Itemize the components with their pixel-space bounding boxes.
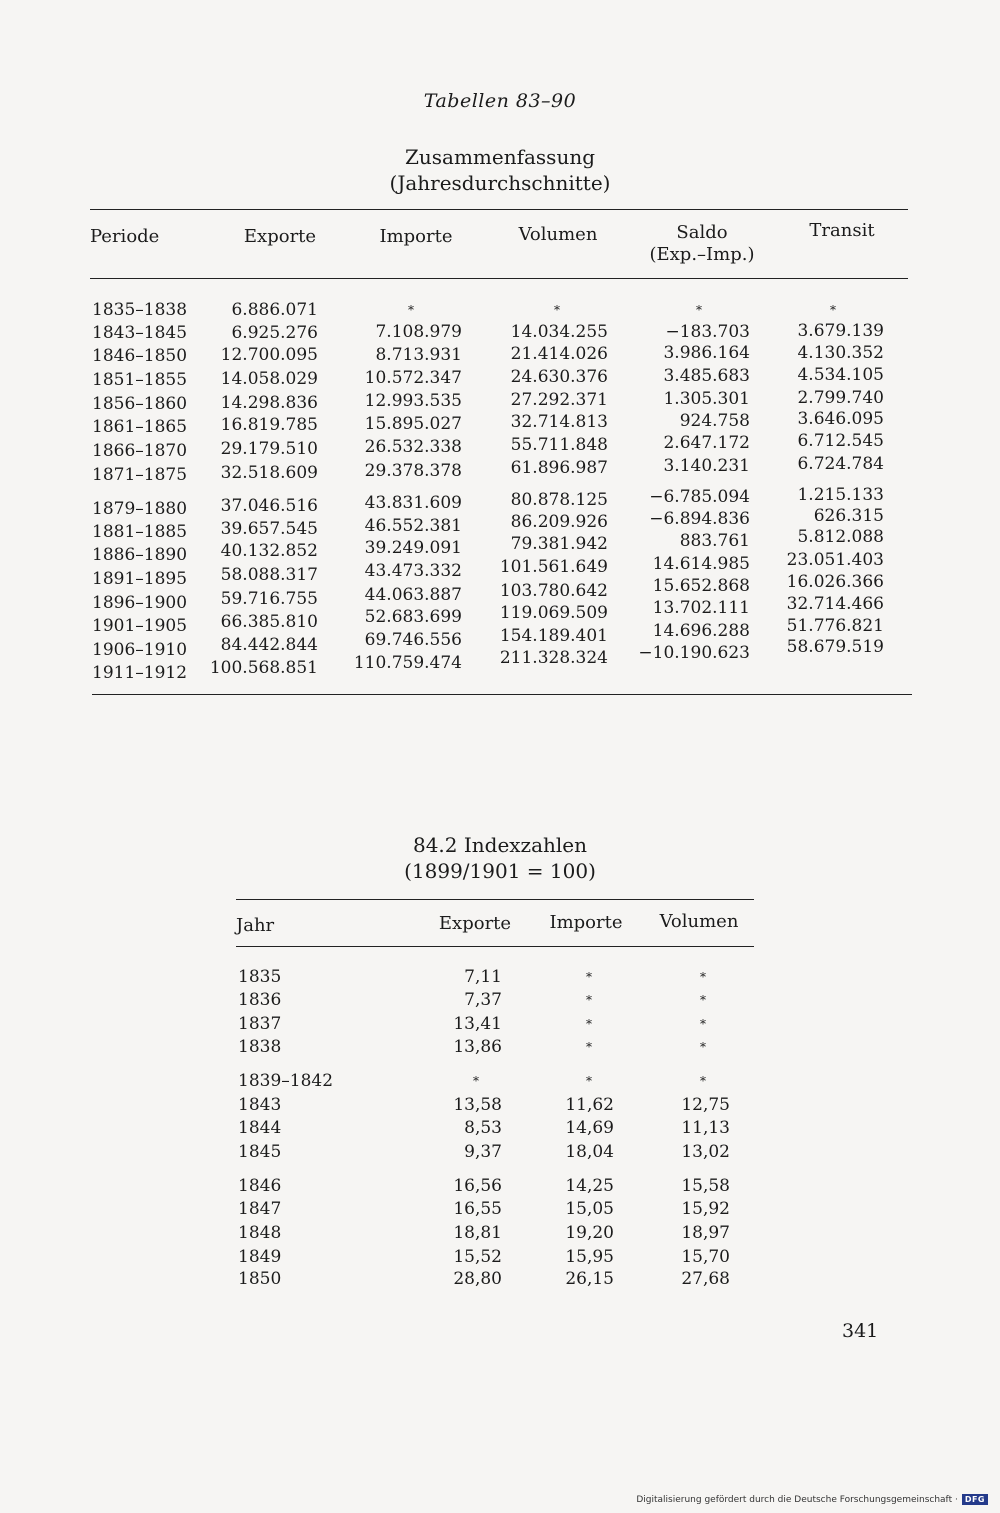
cell-saldo: 1.305.301 <box>663 389 750 409</box>
cell-exporte: 84.442.844 <box>220 635 318 655</box>
cell-saldo: 3.485.683 <box>663 366 750 386</box>
cell-importe: 12.993.535 <box>364 391 462 411</box>
cell-periode: 1901–1905 <box>92 616 188 636</box>
cell-index-volumen: * <box>700 970 706 984</box>
col-header-saldo-label: Saldo <box>676 222 728 243</box>
col-header-saldo-sub: (Exp.–Imp.) <box>649 244 755 265</box>
cell-exporte: 59.716.755 <box>220 589 318 609</box>
cell-jahr: 1837 <box>238 1014 282 1034</box>
table-row <box>0 1197 1000 1221</box>
cell-index-volumen: 15,70 <box>681 1247 730 1267</box>
cell-importe: 26.532.338 <box>364 437 462 457</box>
cell-exporte: 100.568.851 <box>209 658 318 678</box>
cell-index-exporte: * <box>473 1074 479 1088</box>
cell-importe: 8.713.931 <box>375 345 462 365</box>
page-header-title: Tabellen 83–90 <box>423 90 577 112</box>
cell-periode: 1843–1845 <box>92 323 188 343</box>
col-header-periode: Periode <box>90 226 160 247</box>
cell-index-importe: 11,62 <box>565 1095 614 1115</box>
cell-exporte: 6.886.071 <box>231 300 318 320</box>
cell-saldo: 883.761 <box>679 531 750 551</box>
cell-saldo: 14.614.985 <box>652 554 750 574</box>
cell-importe: 10.572.347 <box>364 368 462 388</box>
footer-text: Digitalisierung gefördert durch die Deutsche Forschungsgemeinschaft · <box>636 1494 958 1505</box>
cell-exporte: 58.088.317 <box>220 565 318 585</box>
cell-index-volumen: * <box>700 1074 706 1088</box>
cell-saldo: 2.647.172 <box>663 433 750 453</box>
cell-jahr: 1843 <box>238 1095 282 1115</box>
cell-exporte: 66.385.810 <box>220 612 318 632</box>
cell-exporte: 16.819.785 <box>220 415 318 435</box>
cell-index-importe: * <box>586 1074 592 1088</box>
col-header-saldo <box>632 222 772 266</box>
cell-importe: 7.108.979 <box>375 322 462 342</box>
cell-importe: 52.683.699 <box>364 607 462 627</box>
dfg-logo: DFG <box>962 1494 988 1505</box>
cell-periode: 1906–1910 <box>92 640 188 660</box>
cell-exporte: 40.132.852 <box>220 541 318 561</box>
cell-periode: 1871–1875 <box>92 465 188 485</box>
cell-periode: 1881–1885 <box>92 522 188 542</box>
cell-index-importe: * <box>586 993 592 1007</box>
table-row <box>0 1221 1000 1245</box>
cell-transit: 3.679.139 <box>797 321 884 341</box>
cell-transit: 2.799.740 <box>797 388 884 408</box>
cell-index-volumen: 11,13 <box>681 1118 730 1138</box>
cell-volumen: 211.328.324 <box>499 648 608 668</box>
cell-index-volumen: 12,75 <box>681 1095 730 1115</box>
cell-transit: 626.315 <box>813 506 884 526</box>
cell-transit: 58.679.519 <box>786 637 884 657</box>
cell-jahr: 1848 <box>238 1223 282 1243</box>
cell-index-importe: 19,20 <box>565 1223 614 1243</box>
table-row <box>0 1069 1000 1093</box>
cell-importe: 29.378.378 <box>364 461 462 481</box>
cell-index-exporte: 8,53 <box>464 1118 502 1138</box>
cell-index-exporte: 13,86 <box>453 1037 502 1057</box>
cell-saldo: 3.140.231 <box>663 456 750 476</box>
cell-exporte: 14.298.836 <box>220 393 318 413</box>
table1-bottom-rule <box>92 694 912 695</box>
cell-jahr: 1849 <box>238 1247 282 1267</box>
cell-exporte: 37.046.516 <box>220 496 318 516</box>
cell-volumen: * <box>554 303 560 317</box>
cell-transit: 16.026.366 <box>786 572 884 592</box>
cell-transit: 23.051.403 <box>786 550 884 570</box>
cell-index-volumen: 18,97 <box>681 1223 730 1243</box>
cell-index-importe: * <box>586 1040 592 1054</box>
cell-index-exporte: 16,56 <box>453 1176 502 1196</box>
cell-index-exporte: 15,52 <box>453 1247 502 1267</box>
cell-periode: 1851–1855 <box>92 370 188 390</box>
cell-importe: 44.063.887 <box>364 585 462 605</box>
cell-saldo: 15.652.868 <box>652 576 750 596</box>
table-row <box>0 1267 1000 1291</box>
cell-transit: 4.130.352 <box>797 343 884 363</box>
cell-volumen: 119.069.509 <box>499 603 608 623</box>
cell-volumen: 32.714.813 <box>510 412 608 432</box>
cell-volumen: 61.896.987 <box>510 458 608 478</box>
cell-index-importe: 14,69 <box>565 1118 614 1138</box>
cell-saldo: −183.703 <box>665 322 750 342</box>
cell-saldo: 14.696.288 <box>652 621 750 641</box>
cell-importe: 43.831.609 <box>364 493 462 513</box>
cell-transit: 6.712.545 <box>797 431 884 451</box>
table2-header-rule <box>236 946 754 947</box>
cell-index-exporte: 28,80 <box>453 1269 502 1289</box>
cell-jahr: 1845 <box>238 1142 282 1162</box>
cell-index-volumen: 15,92 <box>681 1199 730 1219</box>
cell-transit: 5.812.088 <box>797 527 884 547</box>
cell-periode: 1846–1850 <box>92 346 188 366</box>
col-header-transit: Transit <box>809 220 875 241</box>
cell-index-volumen: 13,02 <box>681 1142 730 1162</box>
cell-exporte: 12.700.095 <box>220 345 318 365</box>
cell-index-importe: * <box>586 1017 592 1031</box>
table-row <box>0 1035 1000 1059</box>
cell-transit: 32.714.466 <box>786 594 884 614</box>
table2-top-rule <box>236 899 754 900</box>
cell-saldo: * <box>696 303 702 317</box>
cell-volumen: 80.878.125 <box>510 490 608 510</box>
cell-periode: 1866–1870 <box>92 441 188 461</box>
cell-volumen: 55.711.848 <box>510 435 608 455</box>
cell-volumen: 24.630.376 <box>510 367 608 387</box>
cell-index-exporte: 9,37 <box>464 1142 502 1162</box>
table-row <box>0 1140 1000 1164</box>
cell-index-importe: 15,05 <box>565 1199 614 1219</box>
cell-index-importe: 15,95 <box>565 1247 614 1267</box>
col-header-index-exporte: Exporte <box>438 913 512 934</box>
cell-periode: 1891–1895 <box>92 569 188 589</box>
col-header-exporte: Exporte <box>243 226 317 247</box>
cell-importe: 15.895.027 <box>364 414 462 434</box>
cell-periode: 1861–1865 <box>92 417 188 437</box>
cell-periode: 1879–1880 <box>92 499 188 519</box>
table2-heading <box>0 832 1000 884</box>
cell-transit: * <box>830 303 836 317</box>
cell-index-exporte: 7,37 <box>464 990 502 1010</box>
table-row <box>0 1093 1000 1117</box>
cell-periode: 1835–1838 <box>92 300 188 320</box>
cell-transit: 3.646.095 <box>797 409 884 429</box>
cell-periode: 1886–1890 <box>92 545 188 565</box>
cell-transit: 51.776.821 <box>786 616 884 636</box>
cell-index-importe: 14,25 <box>565 1176 614 1196</box>
cell-saldo: −10.190.623 <box>638 643 750 663</box>
table-row <box>0 988 1000 1012</box>
cell-index-volumen: * <box>700 1017 706 1031</box>
cell-exporte: 29.179.510 <box>220 439 318 459</box>
cell-exporte: 39.657.545 <box>220 519 318 539</box>
table-row <box>0 1174 1000 1198</box>
cell-periode: 1911–1912 <box>92 663 188 683</box>
cell-importe: 110.759.474 <box>353 653 462 673</box>
cell-periode: 1856–1860 <box>92 394 188 414</box>
cell-transit: 4.534.105 <box>797 365 884 385</box>
cell-exporte: 6.925.276 <box>231 323 318 343</box>
cell-importe: * <box>408 303 414 317</box>
cell-transit: 6.724.784 <box>797 454 884 474</box>
table1-top-rule <box>90 209 908 210</box>
cell-importe: 43.473.332 <box>364 561 462 581</box>
col-header-jahr: Jahr <box>236 915 275 936</box>
cell-index-importe: 26,15 <box>565 1269 614 1289</box>
cell-importe: 46.552.381 <box>364 516 462 536</box>
cell-index-exporte: 13,58 <box>453 1095 502 1115</box>
cell-saldo: −6.785.094 <box>649 487 750 507</box>
cell-volumen: 79.381.942 <box>510 534 608 554</box>
cell-importe: 39.249.091 <box>364 538 462 558</box>
table1-title: Zusammenfassung <box>404 145 596 169</box>
table1-header-rule <box>90 278 908 279</box>
col-header-volumen: Volumen <box>518 224 598 245</box>
cell-volumen: 86.209.926 <box>510 512 608 532</box>
table-row <box>0 1245 1000 1269</box>
cell-saldo: 3.986.164 <box>663 343 750 363</box>
cell-saldo: −6.894.836 <box>649 509 750 529</box>
table1-subtitle: (Jahresdurchschnitte) <box>389 171 611 195</box>
table-row <box>0 1116 1000 1140</box>
col-header-importe: Importe <box>379 226 453 247</box>
cell-transit: 1.215.133 <box>797 485 884 505</box>
table-row <box>0 965 1000 989</box>
cell-jahr: 1847 <box>238 1199 282 1219</box>
cell-volumen: 27.292.371 <box>510 390 608 410</box>
cell-index-importe: * <box>586 970 592 984</box>
cell-volumen: 154.189.401 <box>499 626 608 646</box>
cell-index-exporte: 16,55 <box>453 1199 502 1219</box>
cell-exporte: 14.058.029 <box>220 369 318 389</box>
cell-saldo: 924.758 <box>679 411 750 431</box>
page-number: 341 <box>842 1320 879 1342</box>
table1-heading <box>0 144 1000 196</box>
col-header-index-volumen: Volumen <box>659 911 739 932</box>
cell-jahr: 1836 <box>238 990 282 1010</box>
cell-index-exporte: 7,11 <box>464 967 502 987</box>
cell-volumen: 101.561.649 <box>499 557 608 577</box>
col-header-index-importe: Importe <box>549 912 623 933</box>
cell-jahr: 1839–1842 <box>238 1071 334 1091</box>
cell-volumen: 103.780.642 <box>499 581 608 601</box>
cell-jahr: 1844 <box>238 1118 282 1138</box>
cell-index-volumen: 15,58 <box>681 1176 730 1196</box>
table2-subtitle: (1899/1901 = 100) <box>404 859 596 883</box>
cell-index-exporte: 13,41 <box>453 1014 502 1034</box>
cell-jahr: 1838 <box>238 1037 282 1057</box>
cell-index-exporte: 18,81 <box>453 1223 502 1243</box>
table-row <box>0 1012 1000 1036</box>
cell-volumen: 21.414.026 <box>510 344 608 364</box>
cell-index-volumen: 27,68 <box>681 1269 730 1289</box>
table2-title: 84.2 Indexzahlen <box>412 833 588 857</box>
cell-index-volumen: * <box>700 1040 706 1054</box>
cell-jahr: 1846 <box>238 1176 282 1196</box>
cell-index-volumen: * <box>700 993 706 1007</box>
cell-jahr: 1850 <box>238 1269 282 1289</box>
cell-volumen: 14.034.255 <box>510 322 608 342</box>
cell-index-importe: 18,04 <box>565 1142 614 1162</box>
cell-saldo: 13.702.111 <box>652 598 750 618</box>
cell-periode: 1896–1900 <box>92 593 188 613</box>
cell-importe: 69.746.556 <box>364 630 462 650</box>
cell-exporte: 32.518.609 <box>220 463 318 483</box>
cell-jahr: 1835 <box>238 967 282 987</box>
footer-credit <box>636 1494 988 1505</box>
